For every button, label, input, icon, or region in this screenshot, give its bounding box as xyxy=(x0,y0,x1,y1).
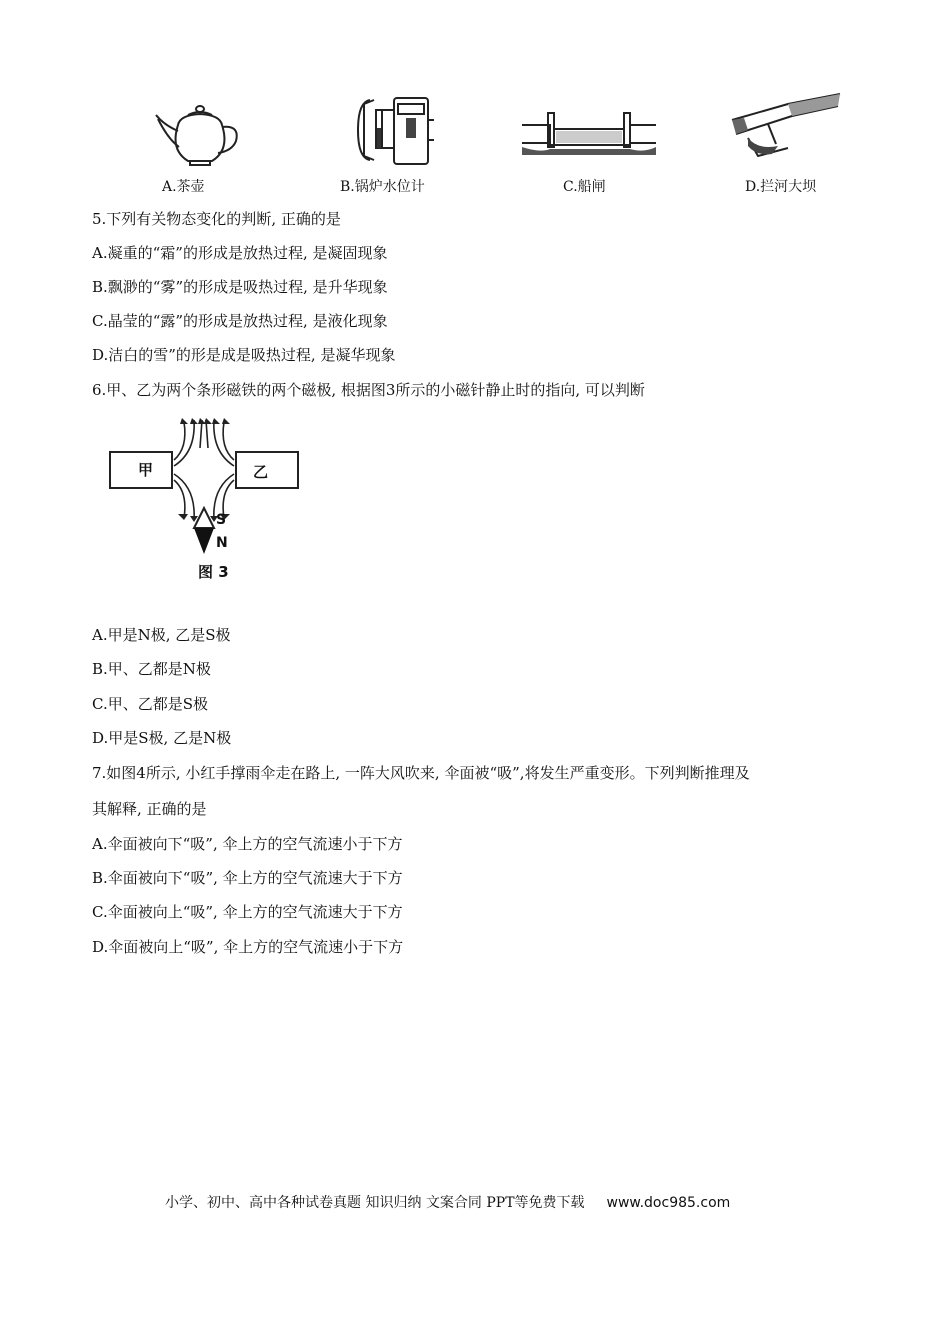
teapot-illustration xyxy=(150,95,245,170)
question-5-option-b: B.飘渺的“雾”的形成是吸热过程, 是升华现象 xyxy=(92,278,388,296)
question-5-stem: 5.下列有关物态变化的判断, 正确的是 xyxy=(92,210,341,228)
page-footer xyxy=(165,1192,730,1212)
option-b-caption: B.锅炉水位计 xyxy=(340,179,425,195)
question-6-option-c: C.甲、乙都是S极 xyxy=(92,695,208,713)
option-d-caption: D.拦河大坝 xyxy=(745,179,817,195)
question-5-option-c: C.晶莹的“露”的形成是放热过程, 是液化现象 xyxy=(92,312,388,330)
ship-lock-illustration xyxy=(520,105,658,157)
question-7-option-c: C.伞面被向上“吸”, 伞上方的空气流速大于下方 xyxy=(92,903,403,921)
question-7-stem-line-2: 其解释, 正确的是 xyxy=(92,800,207,818)
question-7-option-d: D.伞面被向上“吸”, 伞上方的空气流速小于下方 xyxy=(92,938,404,956)
question-6-stem: 6.甲、乙为两个条形磁铁的两个磁极, 根据图3所示的小磁针静止时的指向, 可以判断 xyxy=(92,381,645,399)
boiler-gauge-illustration xyxy=(350,90,438,168)
footer-url[interactable]: www.doc985.com xyxy=(606,1195,731,1211)
needle-n-label: N xyxy=(216,535,228,551)
figure-3-caption: 图 3 xyxy=(198,563,229,581)
needle-s-label: S xyxy=(216,512,227,528)
question-5-option-d: D.洁白的雪”的形是成是吸热过程, 是凝华现象 xyxy=(92,346,396,364)
question-7-option-b: B.伞面被向下“吸”, 伞上方的空气流速大于下方 xyxy=(92,869,403,887)
question-7-stem-line-1: 7.如图4所示, 小红手撑雨伞走在路上, 一阵大风吹来, 伞面被“吸”,将发生严重变形。下列判断推理及 xyxy=(92,764,750,782)
river-dam-illustration xyxy=(728,90,843,160)
footer-text: 小学、初中、高中各种试卷真题 知识归纳 文案合同 PPT等免费下载 xyxy=(165,1195,585,1211)
magnet-left-label: 甲 xyxy=(138,461,154,479)
question-6-option-d: D.甲是S极, 乙是N极 xyxy=(92,729,232,747)
option-a-caption: A.茶壶 xyxy=(162,179,205,195)
option-c-caption: C.船闸 xyxy=(563,179,606,195)
question-7-option-a: A.伞面被向下“吸”, 伞上方的空气流速小于下方 xyxy=(92,835,403,853)
question-5-option-a: A.凝重的“霜”的形成是放热过程, 是凝固现象 xyxy=(92,244,388,262)
question-6-option-a: A.甲是N极, 乙是S极 xyxy=(92,626,231,644)
magnet-right-label: 乙 xyxy=(253,463,269,481)
figure-3-magnet-diagram xyxy=(108,418,303,588)
question-6-option-b: B.甲、乙都是N极 xyxy=(92,660,211,678)
